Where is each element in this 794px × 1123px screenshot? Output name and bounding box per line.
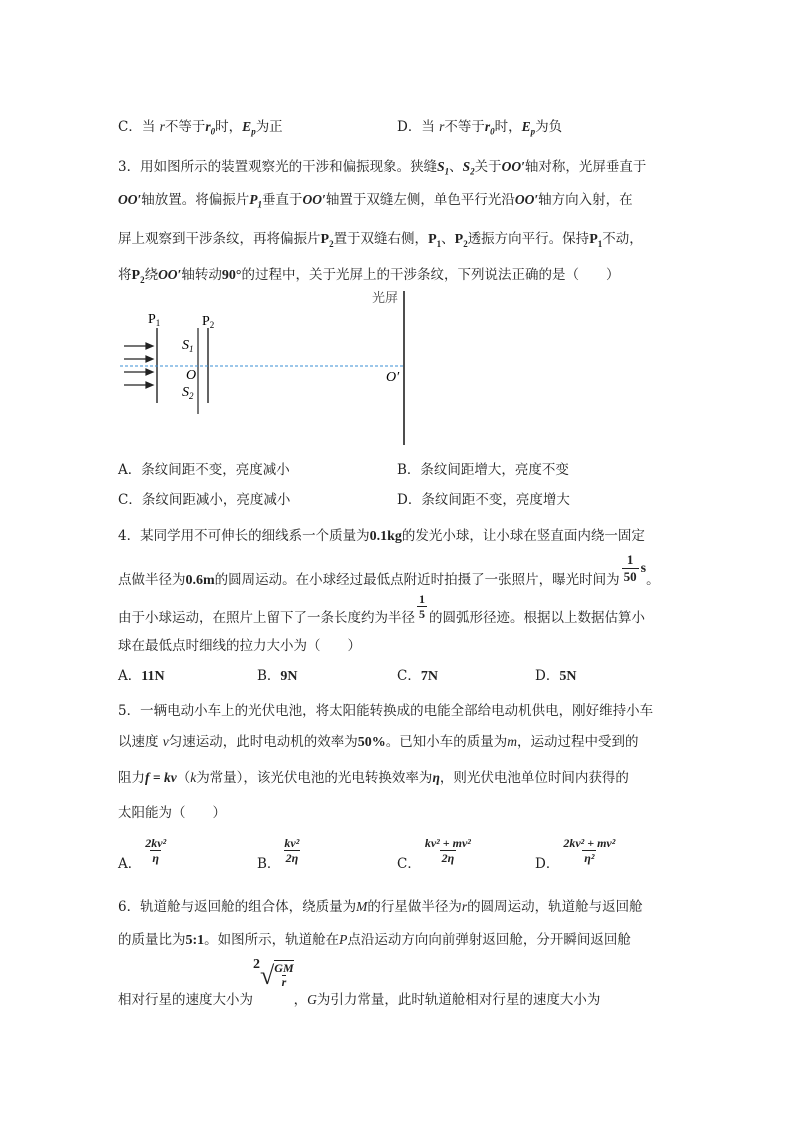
polarizer-p2: $P_2$ bbox=[320, 232, 334, 249]
polarizer-p1: $P_1$ bbox=[428, 232, 442, 249]
q3-figure-double-slit bbox=[110, 288, 420, 450]
q3-line-3: 屏上观察到干涉条纹，再将偏振片$P_2$置于双缝右侧，$P_1$、$P_2$透振方向平行。保持$P_1$不动， bbox=[118, 231, 643, 249]
text: 当 bbox=[421, 119, 435, 135]
q3-option-c[interactable]: C．条纹间距减小，亮度减小 bbox=[118, 492, 291, 508]
q3-option-a[interactable]: A．条纹间距不变，亮度减小 bbox=[118, 462, 290, 478]
radius-value: 0.6m bbox=[185, 573, 215, 588]
mass-value: 0.1kg bbox=[369, 529, 402, 544]
q4-line-4: 球在最低点时细线的拉力大小为（ ） bbox=[118, 638, 361, 654]
text: 不等于 bbox=[444, 119, 485, 135]
q5-option-c[interactable]: C． $\frac{\text{kv² + mv²}}{2\eta}$ bbox=[397, 836, 471, 872]
option-c-fraction: $\frac{\text{kv² + mv²}}{2\eta}$ bbox=[424, 836, 471, 865]
var-r0: $r_0$ bbox=[484, 119, 495, 137]
var-k: k bbox=[190, 770, 197, 785]
q2-option-d[interactable] bbox=[397, 115, 562, 137]
var-m: m bbox=[507, 734, 518, 749]
text: 不等于 bbox=[164, 119, 206, 135]
q4-option-b[interactable]: B．9N bbox=[257, 668, 298, 684]
label-o: O bbox=[186, 368, 197, 383]
label-o-prime: O′ bbox=[386, 370, 400, 385]
label-s2: $S_2$ bbox=[182, 385, 194, 401]
axis-oo: OO′ bbox=[118, 192, 142, 207]
polarizer-p2: $P_2$ bbox=[131, 268, 145, 285]
slit-s2: $S_2$ bbox=[462, 159, 475, 177]
q3-line-2: OO′轴放置。将偏振片$P_1$垂直于OO′轴置于双缝左侧，单色平行光沿OO′轴方向入射，在 bbox=[118, 192, 633, 210]
var-ep: $E_p$ bbox=[242, 119, 256, 137]
option-b-fraction: $\frac{\text{kv²}}{2\eta}$ bbox=[284, 836, 300, 865]
var-eta: η bbox=[432, 770, 440, 785]
q3-option-d[interactable]: D．条纹间距不变，亮度增大 bbox=[397, 492, 570, 508]
axis-oo: OO′ bbox=[501, 159, 525, 174]
q2-option-c[interactable] bbox=[118, 115, 283, 137]
q6-line-2: 的质量比为5:1。如图所示，轨道舱在P点沿运动方向向前弹射返回舱，分开瞬间返回舱 bbox=[118, 932, 631, 948]
q6-line-1: 6．轨道舱与返回舱的组合体，绕质量为M的行星做半径为r的圆周运动，轨道舱与返回舱 bbox=[118, 899, 643, 915]
axis-oo: OO′ bbox=[514, 192, 539, 207]
q3-line-1: 3．用如图所示的装置观察光的干涉和偏振现象。狭缝$S_1$、$S_2$关于OO′轴对称，光屏垂直于 bbox=[118, 159, 647, 177]
option-a-fraction: $\frac{\text{2kv²}}{\eta}$ bbox=[145, 836, 167, 865]
var-r: r bbox=[439, 119, 445, 134]
q5-line-3: 阻力f = kv（k为常量），该光伏电池的光电转换效率为η，则光伏电池单位时间内获得的 bbox=[118, 770, 629, 786]
incident-light-arrows bbox=[124, 343, 153, 388]
polarizer-p1: $P_1$ bbox=[249, 192, 263, 210]
q3-option-b[interactable]: B．条纹间距增大，亮度不变 bbox=[397, 462, 569, 478]
q4-option-a[interactable]: A．11N bbox=[118, 668, 165, 684]
q5-line-4: 太阳能为（ ） bbox=[118, 805, 226, 821]
axis-oo: OO′ bbox=[158, 267, 182, 282]
speed-expression: 2 √ GM r bbox=[253, 957, 294, 990]
option-letter: C． bbox=[118, 119, 142, 135]
var-r: r bbox=[461, 899, 468, 914]
option-d-fraction: $\frac{\text{2kv² + mv²}}{\text{η²}}$ bbox=[563, 836, 616, 865]
label-p1: $P_1$ bbox=[148, 312, 161, 328]
angle-90: 90° bbox=[221, 268, 242, 283]
q4-line-3: 由于小球运动，在照片上留下了一条长度约为半径 $\frac{1}{5}$ 的圆弧形径迹。根据以上数据估算小 bbox=[118, 592, 645, 626]
efficiency-value: 50% bbox=[357, 735, 386, 750]
q5-option-a[interactable]: A． $\frac{\text{2kv²}}{\eta}$ bbox=[118, 836, 167, 872]
label-s1: $S_1$ bbox=[182, 338, 194, 354]
var-M: M bbox=[356, 899, 368, 914]
q5-line-1: 5．一辆电动小车上的光伏电池，将太阳能转换成的电能全部给电动机供电，刚好维持小车 bbox=[118, 703, 654, 719]
slit-s1: $S_1$ bbox=[437, 159, 450, 177]
q5-line-2: 以速度 v匀速运动，此时电动机的效率为50%。已知小车的质量为m，运动过程中受到的 bbox=[118, 734, 639, 750]
text: 当 bbox=[141, 119, 156, 135]
q4-option-d[interactable]: D．5N bbox=[535, 668, 577, 684]
option-letter: D． bbox=[397, 119, 422, 135]
polarizer-p2: $P_2$ bbox=[454, 232, 468, 249]
q5-option-b[interactable]: B． $\frac{\text{kv²}}{2\eta}$ bbox=[257, 836, 300, 872]
q4-line-1: 4．某同学用不可伸长的细线系一个质量为0.1kg的发光小球，让小球在竖直面内绕一固定 bbox=[118, 528, 645, 544]
var-r0: $r_0$ bbox=[205, 119, 216, 137]
label-p2: $P_2$ bbox=[202, 314, 215, 330]
axis-oo: OO′ bbox=[302, 192, 326, 207]
point-p: P bbox=[339, 932, 348, 947]
text: 为正 bbox=[255, 119, 283, 135]
q4-line-2: 点做半径为0.6m的圆周运动。在小球经过最低点附近时拍摄了一张照片，曝光时间为 $\frac{1}{50}$ s。 bbox=[118, 552, 660, 588]
var-G: G bbox=[307, 992, 317, 1007]
var-ep: $E_p$ bbox=[521, 119, 536, 137]
q3-line-4: 将$P_2$绕OO′轴转动90°的过程中，关于光屏上的干涉条纹，下列说法正确的是（ ） bbox=[118, 267, 620, 285]
q4-option-c[interactable]: C．7N bbox=[397, 668, 438, 684]
var-v: v bbox=[162, 734, 169, 749]
text: 时， bbox=[215, 119, 243, 135]
force-formula: f = kv bbox=[145, 770, 177, 785]
text: 为负 bbox=[535, 119, 563, 135]
var-r: r bbox=[159, 119, 165, 134]
exposure-fraction: $\frac{1}{50}$ bbox=[623, 552, 637, 584]
polarizer-p1: $P_1$ bbox=[589, 232, 603, 249]
mass-ratio: 5:1 bbox=[185, 933, 205, 948]
fifth-fraction: $\frac{1}{5}$ bbox=[419, 592, 425, 621]
q5-option-d[interactable]: D． $\frac{\text{2kv² + mv²}}{\text{η²}}$ bbox=[535, 836, 616, 872]
q6-line-3: 相对行星的速度大小为 2 √ GM r ，G为引力常量，此时轨道舱相对行星的速度大小为 bbox=[118, 957, 601, 1008]
text: 时， bbox=[494, 119, 522, 135]
screen-label: 光屏 bbox=[372, 290, 399, 305]
